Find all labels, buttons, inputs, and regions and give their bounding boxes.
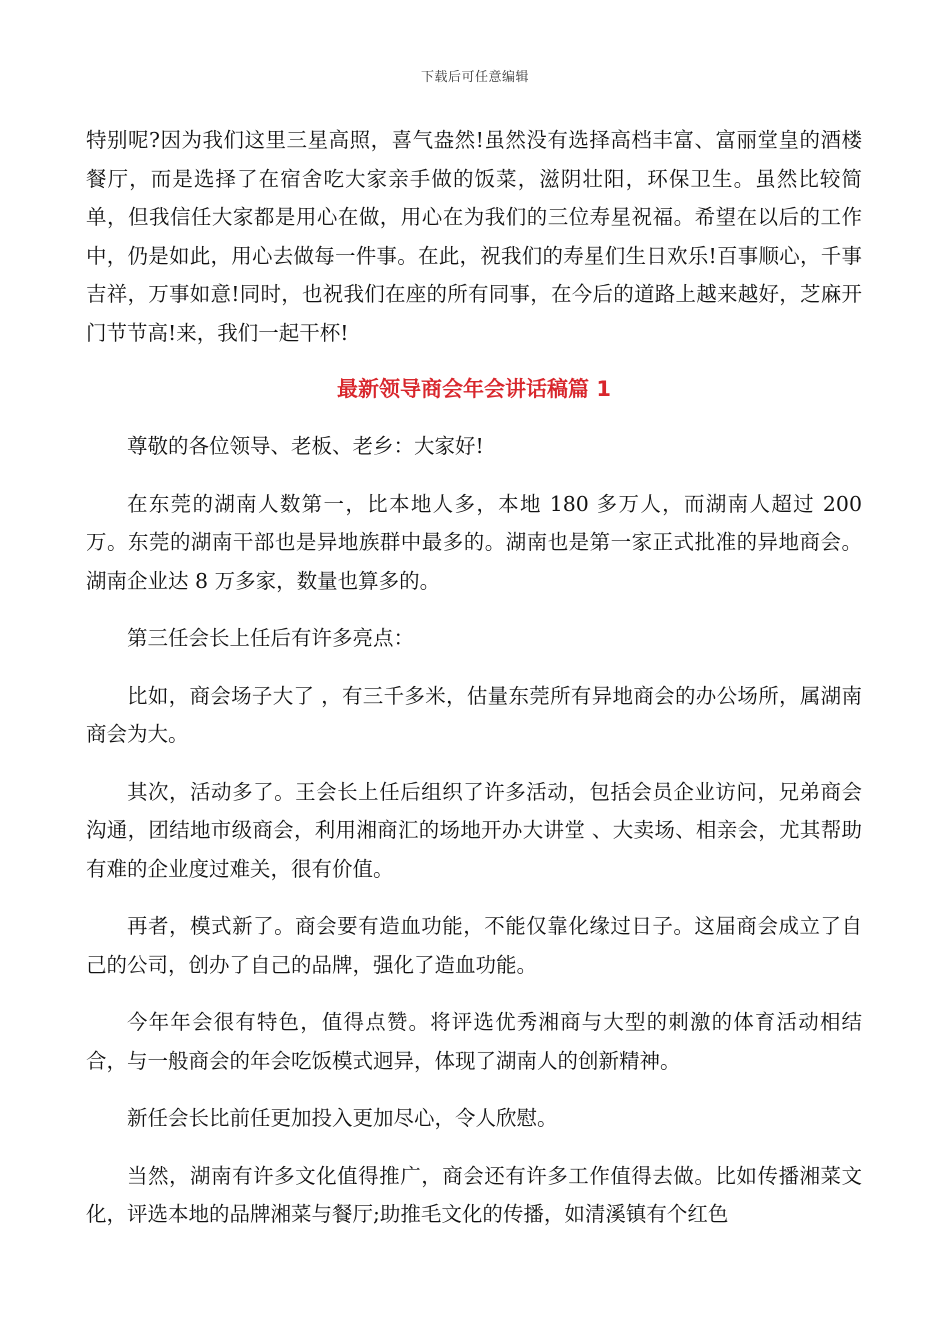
page-header: 下载后可任意编辑 <box>420 70 529 85</box>
paragraph-venue: 比如，商会场子大了 ，有三千多米，估量东莞所有异地商会的办公场所，属湖南商会为大。 <box>86 683 862 746</box>
paragraph-greeting: 尊敬的各位领导、老板、老乡：大家好! <box>127 434 484 458</box>
intro-paragraph: 特别呢?因为我们这里三星高照，喜气盎然!虽然没有选择高档丰富、富丽堂皇的酒楼餐厅，而是选择了在宿舍吃大家亲手做的饭菜，滋阴壮阳，环保卫生。虽然比较简单，但我信任大家都是用心在做，用心在为我们的三位寿星祝福。希望在以后的工作中，仍是如此，用心去做每一件事。在此，祝我们的寿星们生日欢乐!百事顺心，千事吉祥，万事如意!同时，也祝我们在座的所有同事，在今后的道路上越来越好，芝麻开门节节高!来，我们一起干杯! <box>86 128 862 345</box>
paragraph-model: 再者，模式新了。商会要有造血功能，不能仅靠化缘过日子。这届商会成立了自己的公司，创办了自己的品牌，强化了造血功能。 <box>86 914 862 977</box>
paragraph-activities: 其次，活动多了。王会长上任后组织了许多活动，包括会员企业访问，兄弟商会沟通，团结地市级商会，利用湘商汇的场地开办大讲堂 、大卖场、相亲会，尤其帮助有难的企业度过难关，很有价值。 <box>86 779 862 881</box>
paragraph-highlights: 第三任会长上任后有许多亮点： <box>127 626 414 650</box>
paragraph-culture: 当然，湖南有许多文化值得推广，商会还有许多工作值得去做。比如传播湘菜文化，评选本地的品牌湘菜与餐厅;助推毛文化的传播，如清溪镇有个红色 <box>86 1163 862 1226</box>
document-body <box>86 121 862 1234</box>
section-title: 最新领导商会年会讲话稿篇 1 <box>337 377 611 401</box>
paragraph-new-president: 新任会长比前任更加投入更加尽心，令人欣慰。 <box>127 1106 558 1130</box>
paragraph-population: 在东莞的湖南人数第一，比本地人多，本地 180 多万人，而湖南人超过 200 万。东莞的湖南干部也是异地族群中最多的。湖南也是第一家正式批准的异地商会。湖南企业达 8 万多家，数量也算多的。 <box>86 491 862 593</box>
paragraph-annual-meeting: 今年年会很有特色，值得点赞。将评选优秀湘商与大型的刺激的体育活动相结合，与一般商会的年会吃饭模式迥异，体现了湖南人的创新精神。 <box>86 1010 862 1073</box>
